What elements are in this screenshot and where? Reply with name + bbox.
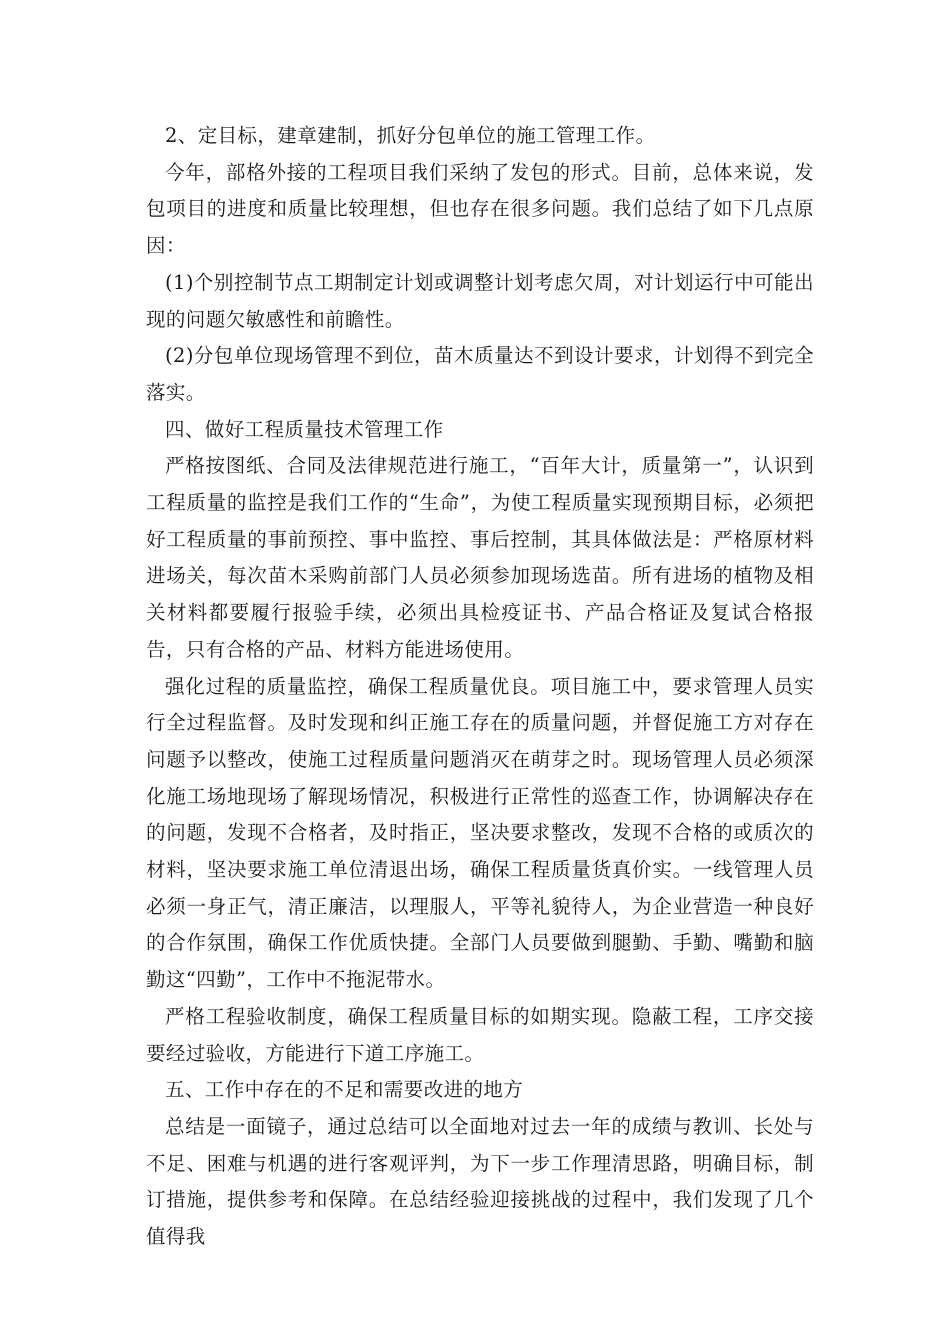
- paragraph-subcontract-intro: 今年，部格外接的工程项目我们采纳了发包的形式。目前，总体来说，发包项目的进度和质量比较理想，但也存在很多问题。我们总结了如下几点原因：: [146, 160, 814, 258]
- paragraph-acceptance: 严格工程验收制度，确保工程质量目标的如期实现。隐蔽工程，工序交接要经过验收，方能进行下道工序施工。: [146, 1004, 814, 1065]
- paragraph-subsection-2: 2、定目标，建章建制，抓好分包单位的施工管理工作。: [165, 124, 656, 147]
- paragraph-process-monitoring: 强化过程的质量监控，确保工程质量优良。项目施工中，要求管理人员实行全过程监督。及时发现和纠正施工存在的质量问题，并督促施工方对存在问题予以整改，使施工过程质量问题消灭在萌芽之时。现场管理人员必须深化施工场地现场了解现场情况，积极进行正常性的巡查工作，协调解决存在的问题，发现不合格者，及时指正，坚决要求整改，发现不合格的或质次的材料，坚决要求施工单位清退出场，确保工程质量货真价实。一线管理人员必须一身正气，清正廉洁，以理服人，平等礼貌待人，为企业营造一种良好的合作氛围，确保工作优质快捷。全部门人员要做到腿勤、手勤、嘴勤和脑勤这“四勤”，工作中不拖泥带水。: [146, 674, 814, 992]
- paragraph-reason-2: (2)分包单位现场管理不到位，苗木质量达不到设计要求，计划得不到完全落实。: [146, 344, 814, 404]
- paragraph-reason-1: (1)个别控制节点工期制定计划或调整计划考虑欠周，对计划运行中可能出现的问题欠敏感性和前瞻性。: [146, 270, 814, 331]
- paragraph-summary: 总结是一面镜子，通过总结可以全面地对过去一年的成绩与教训、长处与不足、困难与机遇的进行客观评判，为下一步工作理清思路，明确目标，制订措施，提供参考和保障。在总结经验迎接挑战的过程中，我们发现了几个值得我: [146, 1114, 814, 1249]
- section-heading-5: 五、工作中存在的不足和需要改进的地方: [165, 1078, 524, 1102]
- document-page: [146, 118, 814, 1256]
- paragraph-quality-construction: 严格按图纸、合同及法律规范进行施工，“百年大计，质量第一”，认识到工程质量的监控是我们工作的“生命”，为使工程质量实现预期目标，必须把好工程质量的事前预控、事中监控、事后控制，其具体做法是：严格原材料进场关，每次苗木采购前部门人员必须参加现场选苗。所有进场的植物及相关材料都要履行报验手续，必须出具检疫证书、产品合格证及复试合格报告，只有合格的产品、材料方能进场使用。: [146, 454, 814, 661]
- section-heading-4: 四、做好工程质量技术管理工作: [165, 417, 444, 441]
